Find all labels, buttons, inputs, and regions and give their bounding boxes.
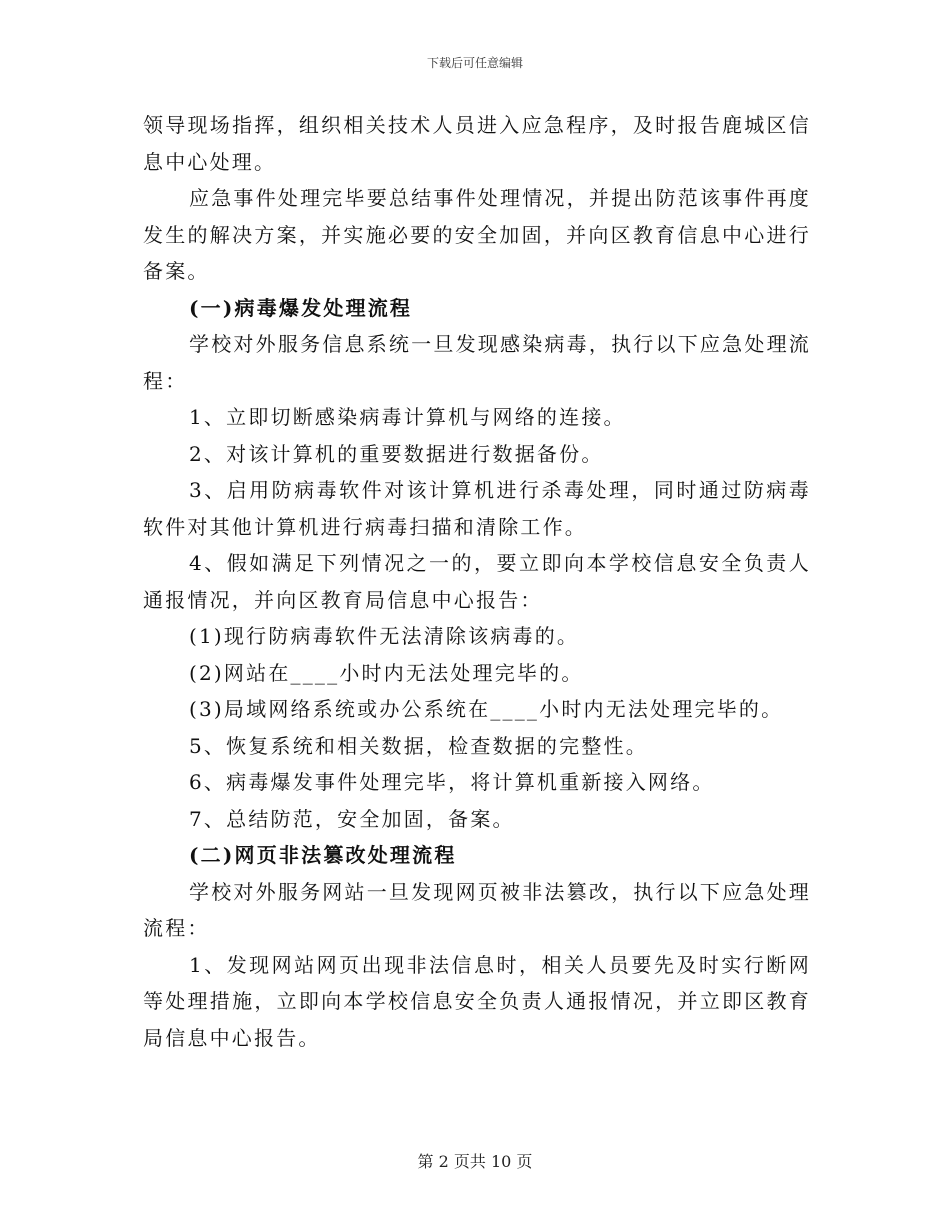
list-item: 5、恢复系统和相关数据，检查数据的完整性。 — [189, 733, 648, 758]
page-header: 下载后可任意编辑 — [426, 56, 523, 70]
section-heading: (一)病毒爆发处理流程 — [189, 295, 413, 320]
paragraph: 应急事件处理完毕要总结事件处理情况，并提出防范该事件再度发生的解决方案，并实施必要的安全加固，并向区教育信息中心进行备案。 — [143, 186, 811, 283]
document-body — [143, 107, 811, 1056]
list-item: 3、启用防病毒软件对该计算机进行杀毒处理，同时通过防病毒软件对其他计算机进行病毒扫描和清除工作。 — [143, 478, 811, 539]
list-item: 6、病毒爆发事件处理完毕，将计算机重新接入网络。 — [189, 770, 715, 794]
list-item: 2、对该计算机的重要数据进行数据备份。 — [189, 441, 604, 466]
list-item: 1、发现网站网页出现非法信息时，相关人员要先及时实行断网等处理措施，立即向本学校信息安全负责人通报情况，并立即区教育局信息中心报告。 — [143, 952, 811, 1050]
sub-list-item: (1)现行防病毒软件无法清除该病毒的。 — [189, 624, 580, 648]
page-footer: 第 2 页共 10 页 — [417, 1152, 533, 1171]
list-item: 7、总结防范，安全加固，备案。 — [189, 806, 515, 831]
section-heading: (二)网页非法篡改处理流程 — [189, 843, 457, 867]
sub-list-item: (3)局域网络系统或办公系统在____小时内无法处理完毕的。 — [189, 697, 784, 721]
paragraph: 领导现场指挥，组织相关技术人员进入应急程序，及时报告鹿城区信息中心处理。 — [143, 113, 811, 174]
list-item: 1、立即切断感染病毒计算机与网络的连接。 — [189, 405, 626, 429]
paragraph: 学校对外服务网站一旦发现网页被非法篡改，执行以下应急处理流程： — [143, 879, 811, 940]
sub-list-item: (2)网站在____小时内无法处理完毕的。 — [189, 660, 584, 685]
list-item: 4、假如满足下列情况之一的，要立即向本学校信息安全负责人通报情况，并向区教育局信息中心报告： — [143, 551, 811, 612]
paragraph: 学校对外服务信息系统一旦发现感染病毒，执行以下应急处理流程： — [143, 332, 811, 393]
